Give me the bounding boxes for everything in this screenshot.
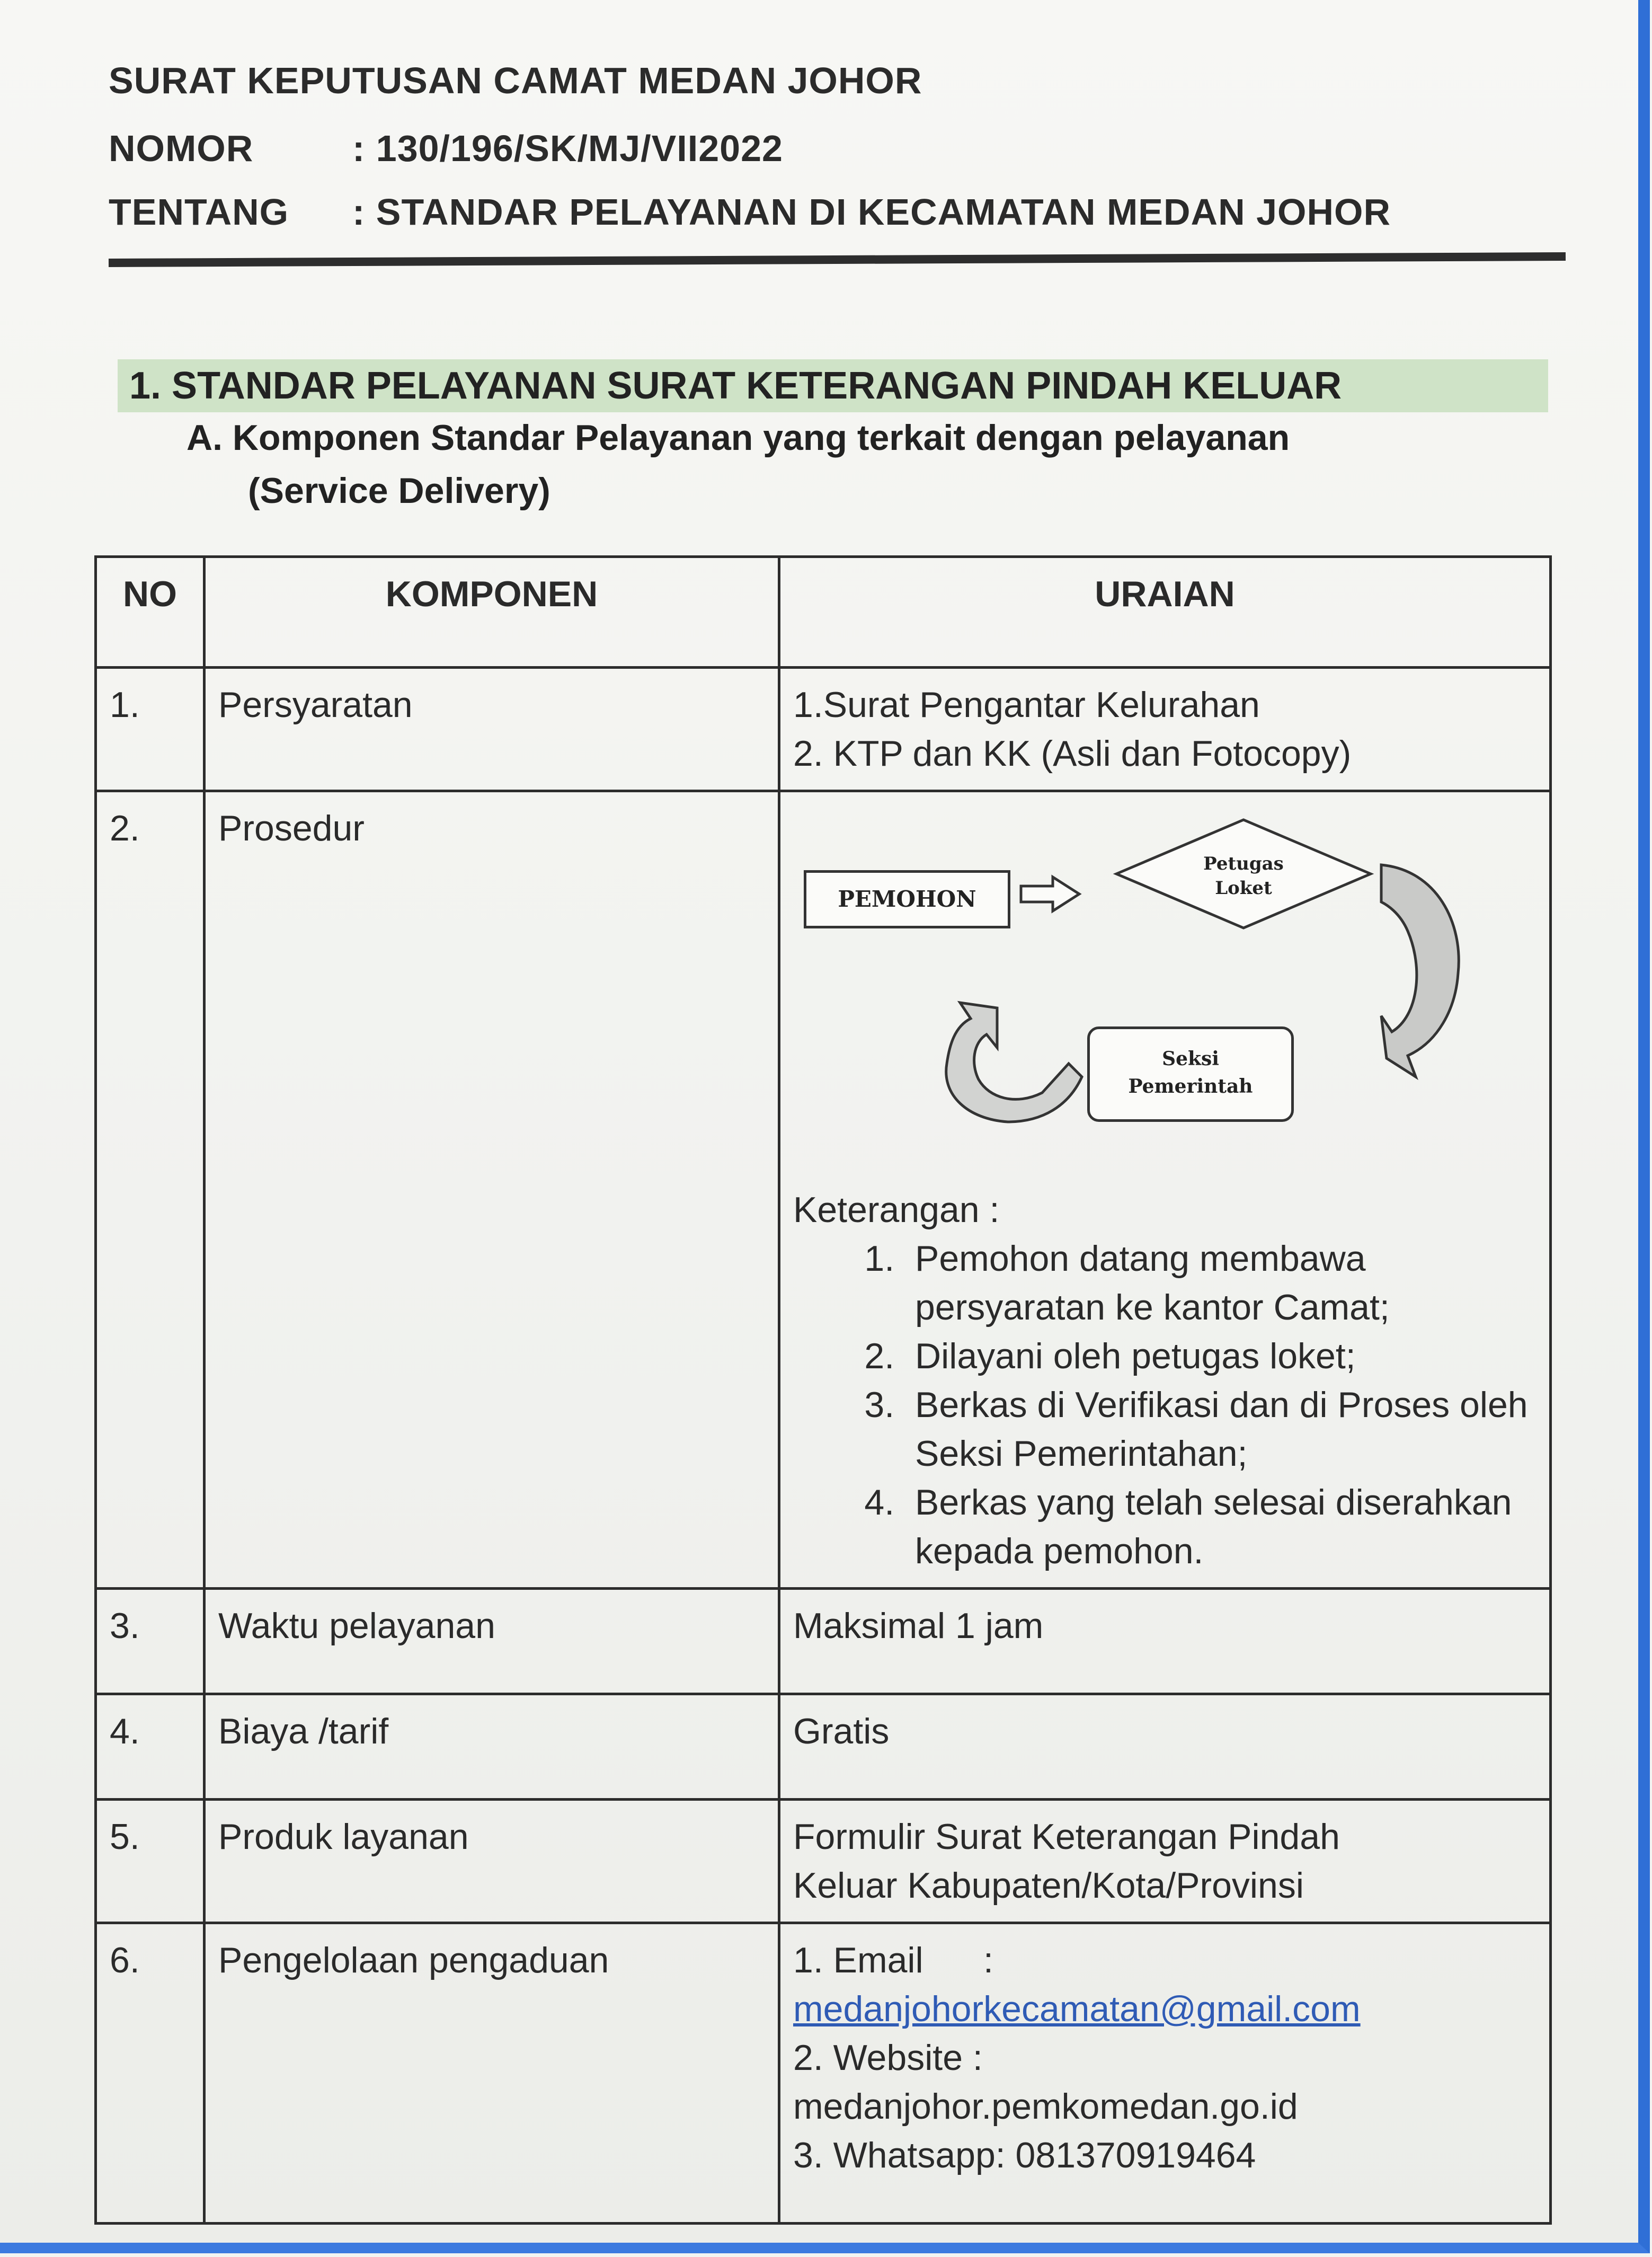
- tentang-row: [109, 191, 1391, 233]
- petugas-loket-label: [1193, 852, 1294, 905]
- waktu-value: Maksimal 1 jam: [793, 1606, 1044, 1646]
- requirement-item: 1.Surat Pengantar Kelurahan: [793, 685, 1260, 725]
- seksi-line2: Pemerintah: [1128, 1075, 1253, 1097]
- row-no: 3.: [96, 1589, 205, 1694]
- row-uraian: [779, 1694, 1551, 1800]
- petugas-line1: Petugas: [1203, 853, 1284, 874]
- biaya-value: Gratis: [793, 1711, 890, 1751]
- row-uraian: [779, 668, 1551, 791]
- table-row: [96, 1800, 1551, 1923]
- keterangan-title: Keterangan :: [793, 1190, 1000, 1230]
- curved-down-arrow-icon: [1381, 865, 1459, 1077]
- row-no: 4.: [96, 1694, 205, 1800]
- header-uraian: URAIAN: [779, 557, 1551, 668]
- row-komponen: Pengelolaan pengaduan: [205, 1923, 779, 2224]
- row-no: 2.: [96, 791, 205, 1589]
- row-no: 1.: [96, 668, 205, 791]
- seksi-pemerintah-box: [1087, 1026, 1294, 1122]
- list-item: 4. Berkas yang telah selesai diserahkan kepada pemohon.: [904, 1478, 1536, 1576]
- row-uraian: [779, 1923, 1551, 2224]
- row-komponen: Persyaratan: [205, 668, 779, 791]
- header-divider: [109, 252, 1566, 267]
- row-komponen: Waktu pelayanan: [205, 1589, 779, 1694]
- nomor-value: : 130/196/SK/MJ/VII2022: [352, 128, 783, 169]
- row-komponen: Prosedur: [205, 791, 779, 1589]
- table-row: [96, 668, 1551, 791]
- subsection-title: A. Komponen Standar Pelayanan yang terkait dengan pelayanan: [186, 418, 1290, 458]
- email-link[interactable]: medanjohorkecamatan@gmail.com: [793, 1989, 1361, 2029]
- row-komponen: Biaya /tarif: [205, 1694, 779, 1800]
- nomor-label: NOMOR: [109, 128, 254, 169]
- keterangan-list: [793, 1234, 1536, 1576]
- row-komponen: Produk layanan: [205, 1800, 779, 1923]
- requirement-item: 2. KTP dan KK (Asli dan Fotocopy): [793, 733, 1352, 774]
- row-no: 6.: [96, 1923, 205, 2224]
- curved-return-arrow-icon: [946, 1003, 1082, 1122]
- list-item: 2. Dilayani oleh petugas loket;: [904, 1332, 1536, 1380]
- service-standard-table: [94, 555, 1552, 2225]
- header-no: NO: [96, 557, 205, 668]
- right-arrow-icon: [1021, 877, 1079, 911]
- procedure-flowchart: [793, 809, 1535, 1154]
- tentang-value: : STANDAR PELAYANAN DI KECAMATAN MEDAN JOHOR: [352, 191, 1391, 233]
- produk-line2: Keluar Kabupaten/Kota/Provinsi: [793, 1865, 1304, 1906]
- email-label: 1. Email :: [793, 1940, 993, 1980]
- section-title: 1. STANDAR PELAYANAN SURAT KETERANGAN PINDAH KELUAR: [118, 359, 1548, 412]
- petugas-line2: Loket: [1215, 878, 1272, 899]
- subsection-subtitle: (Service Delivery): [248, 471, 550, 511]
- decree-title: SURAT KEPUTUSAN CAMAT MEDAN JOHOR: [109, 60, 922, 101]
- row-uraian: [779, 1800, 1551, 1923]
- row-uraian: [779, 791, 1551, 1589]
- pemohon-box: PEMOHON: [804, 870, 1010, 928]
- row-no: 5.: [96, 1800, 205, 1923]
- row-uraian: [779, 1589, 1551, 1694]
- website-label: 2. Website :: [793, 2038, 983, 2078]
- list-item: 1. Pemohon datang membawa persyaratan ke kantor Camat;: [904, 1234, 1536, 1332]
- list-item: 3. Berkas di Verifikasi dan di Proses oleh Seksi Pemerintahan;: [904, 1380, 1536, 1478]
- seksi-line1: Seksi: [1162, 1048, 1219, 1070]
- table-row: [96, 1923, 1551, 2224]
- table-row: [96, 1694, 1551, 1800]
- table-header-row: [96, 557, 1551, 668]
- website-link[interactable]: medanjohor.pemkomedan.go.id: [793, 2086, 1298, 2127]
- produk-line1: Formulir Surat Keterangan Pindah: [793, 1817, 1340, 1857]
- nomor-row: [109, 127, 783, 170]
- table-row: [96, 1589, 1551, 1694]
- tentang-label: TENTANG: [109, 191, 289, 233]
- whatsapp-contact: 3. Whatsapp: 081370919464: [793, 2135, 1256, 2175]
- table-row: [96, 791, 1551, 1589]
- header-komponen: KOMPONEN: [205, 557, 779, 668]
